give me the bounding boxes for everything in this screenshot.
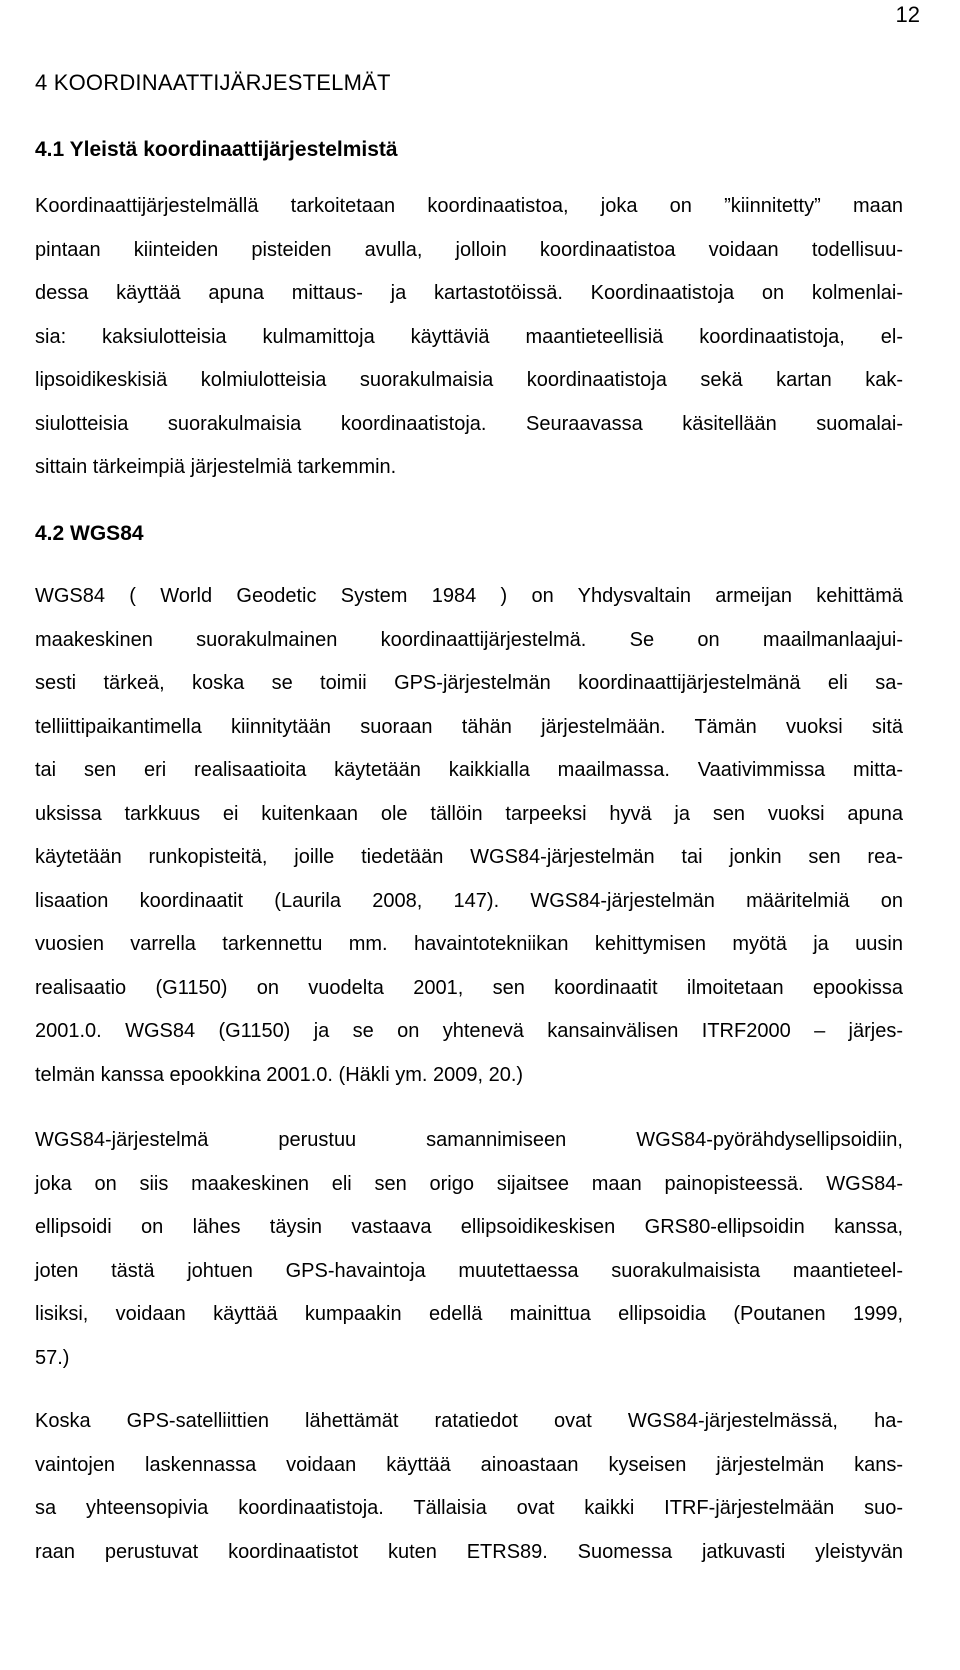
text-line: WGS84-järjestelmä perustuu samannimiseen WGS84-pyörähdysellipsoidiin, <box>35 1129 903 1151</box>
paragraph-4-1 <box>35 185 903 490</box>
text-line: sa yhteensopivia koordinaatistoja. Tällaisia ovat kaikki ITRF-järjestelmään suo- <box>35 1497 903 1519</box>
text-line: realisaatio (G1150) on vuodelta 2001, sen koordinaatit ilmoitetaan epookissa <box>35 976 903 999</box>
text-line: sittain tärkeimpiä järjestelmiä tarkemmin. <box>35 456 397 478</box>
text-line: vaintojen laskennassa voidaan käyttää ainoastaan kyseisen järjestelmän kans- <box>35 1453 903 1476</box>
text-line: joka on siis maakeskinen eli sen origo sijaitsee maan painopisteessä. WGS84- <box>35 1172 903 1195</box>
text-line: ellipsoidi on lähes täysin vastaava ellipsoidikeskisen GRS80-ellipsoidin kanssa, <box>35 1216 903 1238</box>
page-number: 12 <box>895 2 920 27</box>
text-line: lipsoidikeskisiä kolmiulotteisia suorakulmaisia koordinaatistoja sekä kartan kak- <box>35 369 903 391</box>
section-heading-4-1: 4.1 Yleistä koordinaattijärjestelmistä <box>35 138 398 161</box>
text-line: sesti tärkeä, koska se toimii GPS-järjestelmän koordinaattijärjestelmänä eli sa- <box>35 672 903 694</box>
text-line: maakeskinen suorakulmainen koordinaattijärjestelmä. Se on maailmanlaajui- <box>35 628 903 651</box>
text-line: WGS84 ( World Geodetic System 1984 ) on Yhdysvaltain armeijan kehittämä <box>35 585 903 607</box>
section-heading-4-2: 4.2 WGS84 <box>35 522 144 545</box>
text-line: siulotteisia suorakulmaisia koordinaatistoja. Seuraavassa käsitellään suomalai- <box>35 412 903 435</box>
text-line: telmän kanssa epookkina 2001.0. (Häkli ym. 2009, 20.) <box>35 1063 524 1086</box>
text-line: tai sen eri realisaatioita käytetään kaikkialla maailmassa. Vaativimmissa mitta- <box>35 759 903 781</box>
paragraph-4-2-a <box>35 575 903 1097</box>
text-line: raan perustuvat koordinaatistot kuten ETRS89. Suomessa jatkuvasti yleistyvän <box>35 1540 903 1563</box>
text-line: joten tästä johtuen GPS-havaintoja muutettaessa suorakulmaisista maantieteel- <box>35 1259 903 1282</box>
paragraph-4-2-c <box>35 1400 903 1574</box>
text-line: Koska GPS-satelliittien lähettämät ratatiedot ovat WGS84-järjestelmässä, ha- <box>35 1410 903 1432</box>
text-line: sia: kaksiulotteisia kulmamittoja käyttäviä maantieteellisiä koordinaatistoja, el- <box>35 325 903 348</box>
text-line: vuosien varrella tarkennettu mm. havaintotekniikan kehittymisen myötä ja uusin <box>35 933 903 955</box>
text-line: 57.) <box>35 1346 70 1369</box>
text-line: käytetään runkopisteitä, joille tiedetään WGS84-järjestelmän tai jonkin sen rea- <box>35 846 903 868</box>
paragraph-4-2-b <box>35 1119 903 1380</box>
text-line: lisiksi, voidaan käyttää kumpaakin edellä mainittua ellipsoidia (Poutanen 1999, <box>35 1303 903 1325</box>
text-line: Koordinaattijärjestelmällä tarkoitetaan koordinaatistoa, joka on ”kiinnitetty” maan <box>35 195 903 217</box>
text-line: telliittipaikantimella kiinnitytään suoraan tähän järjestelmään. Tämän vuoksi sitä <box>35 715 903 738</box>
text-line: 2001.0. WGS84 (G1150) ja se on yhtenevä kansainvälisen ITRF2000 – järjes- <box>35 1020 903 1042</box>
text-line: dessa käyttää apuna mittaus- ja kartastotöissä. Koordinaatistoja on kolmenlai- <box>35 282 903 304</box>
chapter-title: 4 KOORDINAATTIJÄRJESTELMÄT <box>35 70 391 95</box>
text-line: lisaation koordinaatit (Laurila 2008, 147). WGS84-järjestelmän määritelmiä on <box>35 889 903 912</box>
text-line: pintaan kiinteiden pisteiden avulla, jolloin koordinaatistoa voidaan todellisuu- <box>35 238 903 261</box>
text-line: uksissa tarkkuus ei kuitenkaan ole tällöin tarpeeksi hyvä ja sen vuoksi apuna <box>35 802 903 825</box>
